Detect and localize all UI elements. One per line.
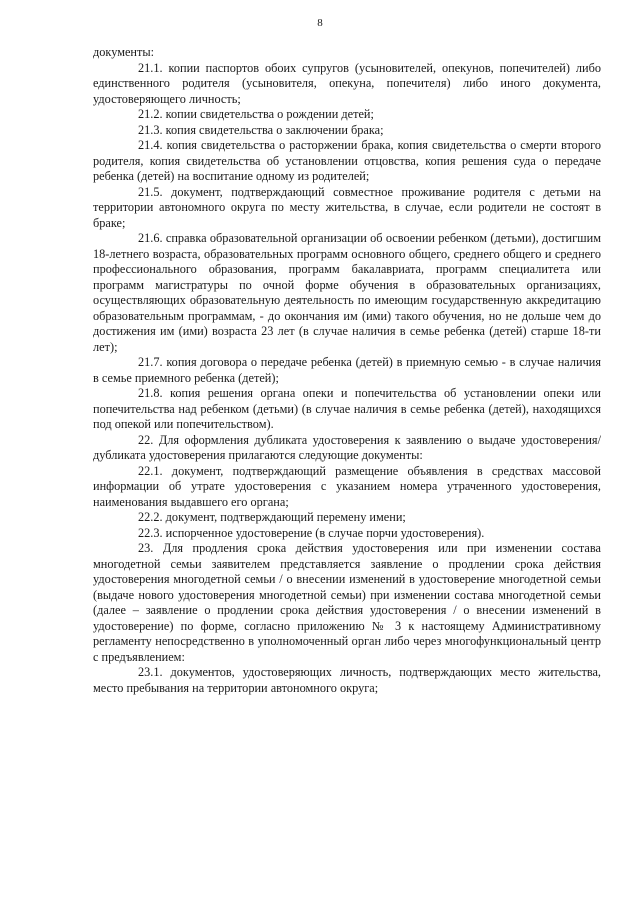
paragraph-22-3: 22.3. испорченное удостоверение (в случае порчи удостоверения). [138,525,485,540]
paragraph-intro: документы: [93,45,155,59]
paragraph-23-1: 23.1. документов, удостоверяющих личность, подтверждающих место жительства, место пребывания на территории автономного округа; [93,665,601,695]
paragraph-22: 22. Для оформления дубликата удостоверения к заявлению о выдаче удостоверения/ дубликата удостоверения прилагаются следующие документы: [93,432,601,462]
paragraph-21-8: 21.8. копия решения органа опеки и попечительства об установлении опеки или попечительства над ребенком (детьми) (в случае наличия в семье ребенка (детей), находящихся под опекой или попечительством). [93,386,601,431]
paragraph-21-1: 21.1. копии паспортов обоих супругов (усыновителей, опекунов, попечителей) либо единственного родителя (усыновителя, опекуна, попечителя) либо иного документа, удостоверяющего личность; [93,60,601,106]
paragraph-21-3: 21.3. копия свидетельства о заключении брака; [138,122,384,137]
paragraph-22-1: 22.1. документ, подтверждающий размещение объявления в средствах массовой информации об утрате удостоверения с указанием номера утраченного удостоверения, наименования выдавшего его органа; [93,463,601,509]
paragraph-21-6: 21.6. справка образовательной организации об освоении ребенком (детьми), достигшим 18-летнего возраста, образовательных программ основного общего, среднего общего и среднего профессионального образования, программ бакалавриата, программ специалитета или программ магистратуры по очной форме обучения в образовательных организациях, осуществляющих образовательную деятельность по имеющим государственную аккредитацию образовательным программам, - до окончания им (ими) такого обучения, но не дольше чем до достижения им (ими) возраста 23 лет (в случае наличия в семье ребенка (детей) старше 18-ти лет); [93,231,601,354]
paragraph-21-2: 21.2. копии свидетельства о рождении детей; [138,107,374,121]
page-number: 8 [317,17,323,29]
paragraph-21-5: 21.5. документ, подтверждающий совместное проживание родителя с детьми на территории автономного округа по месту жительства, в случае, если родители не состоят в браке; [93,184,601,230]
paragraph-21-4: 21.4. копия свидетельства о расторжении брака, копия свидетельства о смерти второго родителя, копия свидетельства об установлении отцовства, копия решения суда о передаче ребенка (детей) на воспитание одному из родителей; [93,138,601,183]
paragraph-22-2: 22.2. документ, подтверждающий перемену имени; [138,510,406,524]
paragraph-21-7: 21.7. копия договора о передаче ребенка (детей) в приемную семью - в случае наличия в семье приемного ребенка (детей); [93,355,601,385]
document-body [93,45,601,696]
paragraph-23: 23. Для продления срока действия удостоверения или при изменении состава многодетной семьи заявителем представляется заявление о продлении срока действия удостоверения многодетной семьи / о внесении изменений в удостоверение многодетной семьи (выдаче нового удостоверения многодетной семьи) при изменении состава многодетной семьи (далее – заявление о продлении срока действия удостоверения / о внесении изменений в удостоверение) по форме, согласно приложению № 3 к настоящему Административному регламенту непосредственно в уполномоченный орган либо через многофункциональный центр с предъявлением: [93,541,601,664]
